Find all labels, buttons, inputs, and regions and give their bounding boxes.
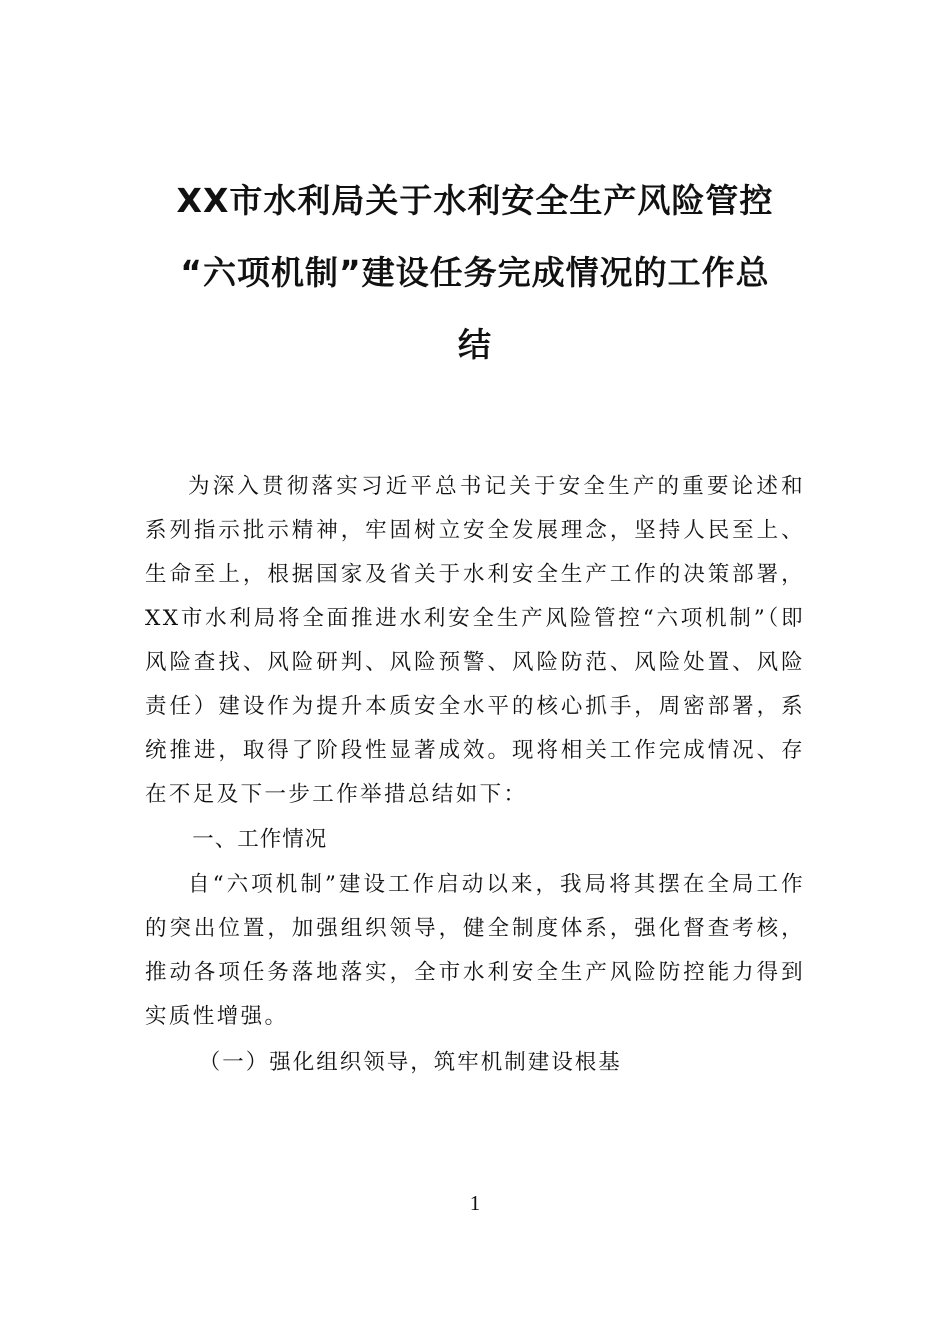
section-paragraph-work-status: 自“六项机制”建设工作启动以来，我局将其摆在全局工作的突出位置，加强组织领导，健全制度体系，强化督查考核，推动各项任务落地落实，全市水利安全生产风险防控能力得到实质性增强。 <box>145 872 805 1029</box>
document-body <box>145 465 805 1087</box>
intro-paragraph: 为深入贯彻落实习近平总书记关于安全生产的重要论述和系列指示批示精神，牢固树立安全发展理念，坚持人民至上、生命至上，根据国家及省关于水利安全生产工作的决策部署，XX市水利局将全面推进水利安全生产风险管控“六项机制”（即风险查找、风险研判、风险预警、风险防范、风险处置、风险责任）建设作为提升本质安全水平的核心抓手，周密部署，系统推进，取得了阶段性显著成效。现将相关工作完成情况、存在不足及下一步工作举措总结如下： <box>145 474 805 807</box>
document-title <box>145 165 805 381</box>
section-heading-work-status: 一、工作情况 <box>192 827 328 852</box>
title-line-3: 结 <box>458 325 492 364</box>
title-line-2: “六项机制”建设任务完成情况的工作总 <box>180 253 770 292</box>
page-number: 1 <box>469 1191 481 1215</box>
title-line-1: XX市水利局关于水利安全生产风险管控 <box>176 181 774 220</box>
subsection-heading-organization: （一）强化组织领导，筑牢机制建设根基 <box>198 1050 622 1075</box>
